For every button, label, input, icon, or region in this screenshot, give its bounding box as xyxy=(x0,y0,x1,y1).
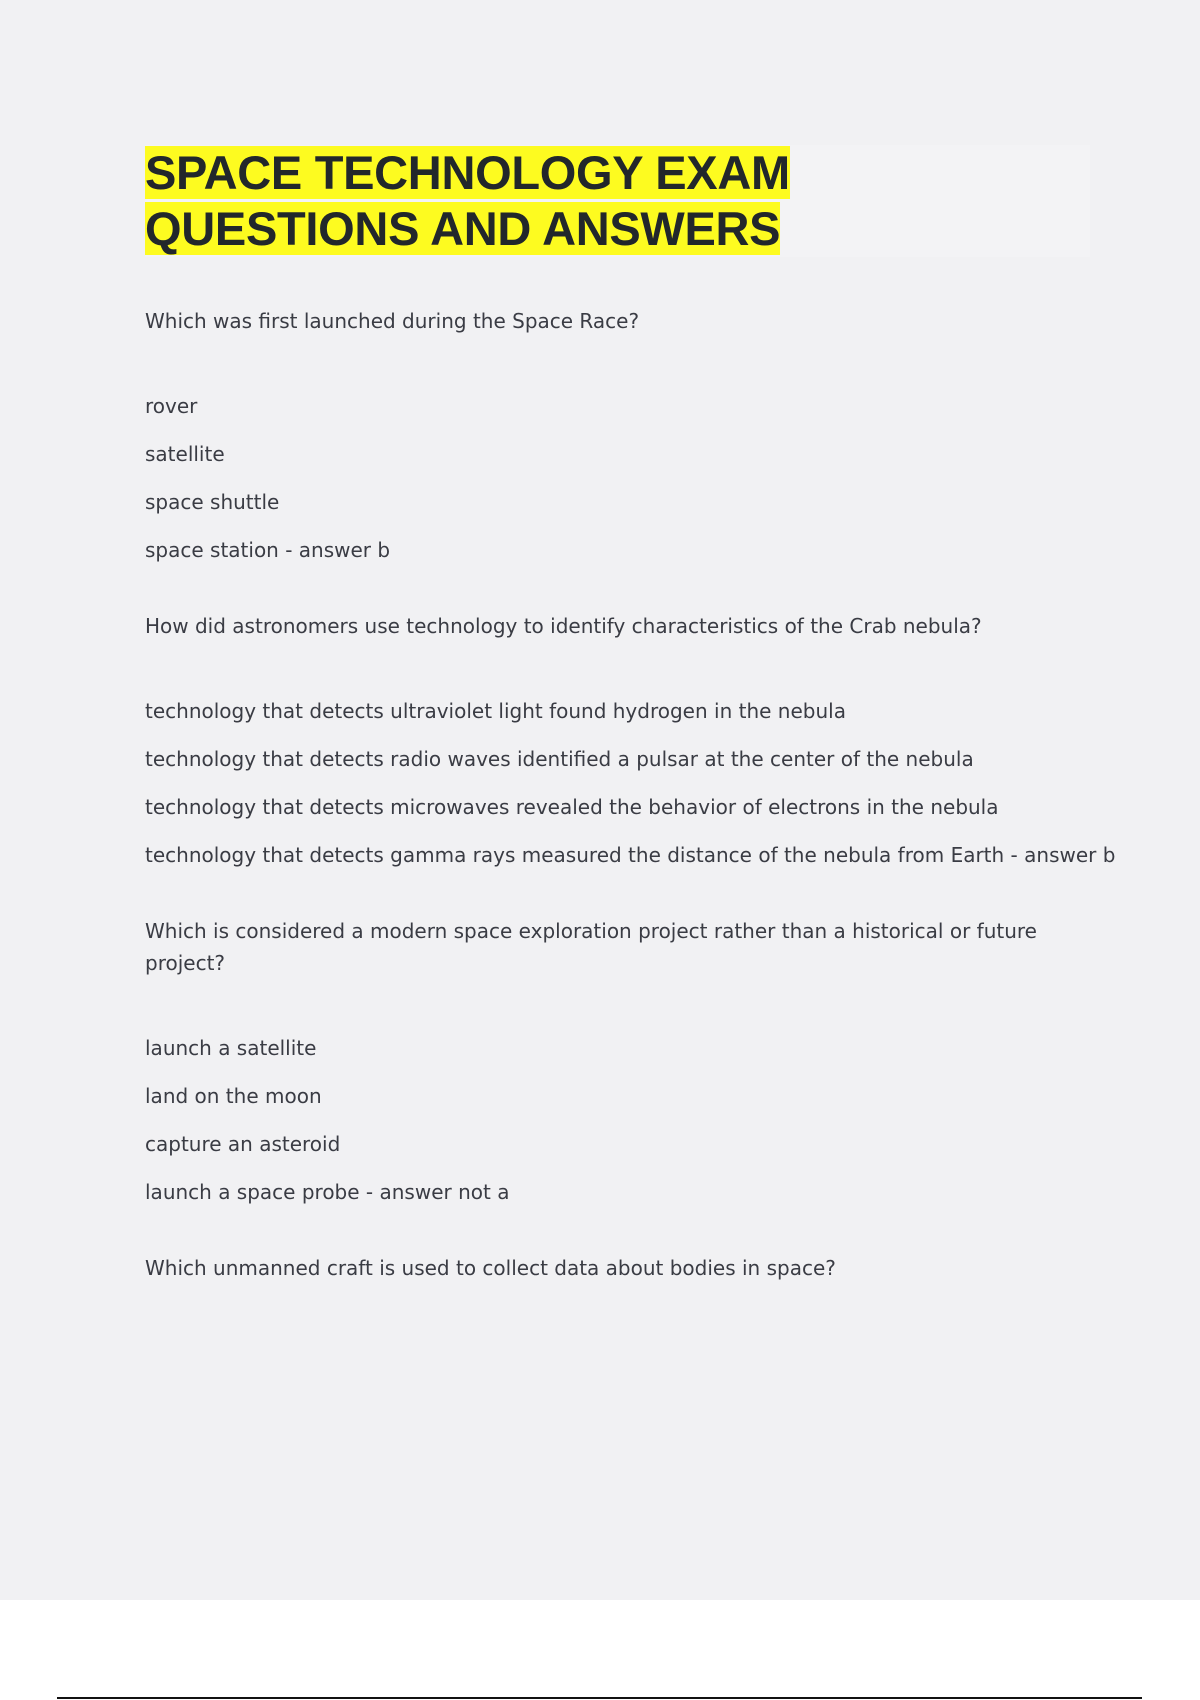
question-item xyxy=(145,1252,1090,1284)
question-text: How did astronomers use technology to identify characteristics of the Crab nebula? xyxy=(145,614,982,638)
question-item xyxy=(145,610,1116,871)
title-line-1: SPACE TECHNOLOGY EXAM xyxy=(145,146,790,199)
answer-option: technology that detects gamma rays measured the distance of the nebula from Earth - answer b xyxy=(145,843,1116,867)
answer-option: space shuttle xyxy=(145,490,280,514)
answer-option: technology that detects radio waves identified a pulsar at the center of the nebula xyxy=(145,747,974,771)
title-block xyxy=(145,145,1090,257)
answer-option: rover xyxy=(145,394,198,418)
question-item xyxy=(145,305,1090,566)
question-text: Which is considered a modern space exploration project rather than a historical or future project? xyxy=(145,919,1037,975)
answer-option: space station - answer b xyxy=(145,538,391,562)
answer-option: technology that detects microwaves revealed the behavior of electrons in the nebula xyxy=(145,795,999,819)
document-title xyxy=(145,145,845,257)
document-content xyxy=(145,145,1116,1337)
title-line-2: QUESTIONS AND ANSWERS xyxy=(145,202,781,255)
question-list xyxy=(145,305,1116,1284)
answer-option: capture an asteroid xyxy=(145,1132,341,1156)
answer-option: satellite xyxy=(145,442,225,466)
answer-option: launch a space probe - answer not a xyxy=(145,1180,510,1204)
question-text: Which unmanned craft is used to collect data about bodies in space? xyxy=(145,1256,836,1280)
answer-option: launch a satellite xyxy=(145,1036,317,1060)
question-text: Which was first launched during the Space Race? xyxy=(145,309,640,333)
footer-rule xyxy=(57,1697,1142,1699)
answer-option: technology that detects ultraviolet light found hydrogen in the nebula xyxy=(145,699,846,723)
question-item xyxy=(145,915,1090,1208)
answer-option: land on the moon xyxy=(145,1084,322,1108)
